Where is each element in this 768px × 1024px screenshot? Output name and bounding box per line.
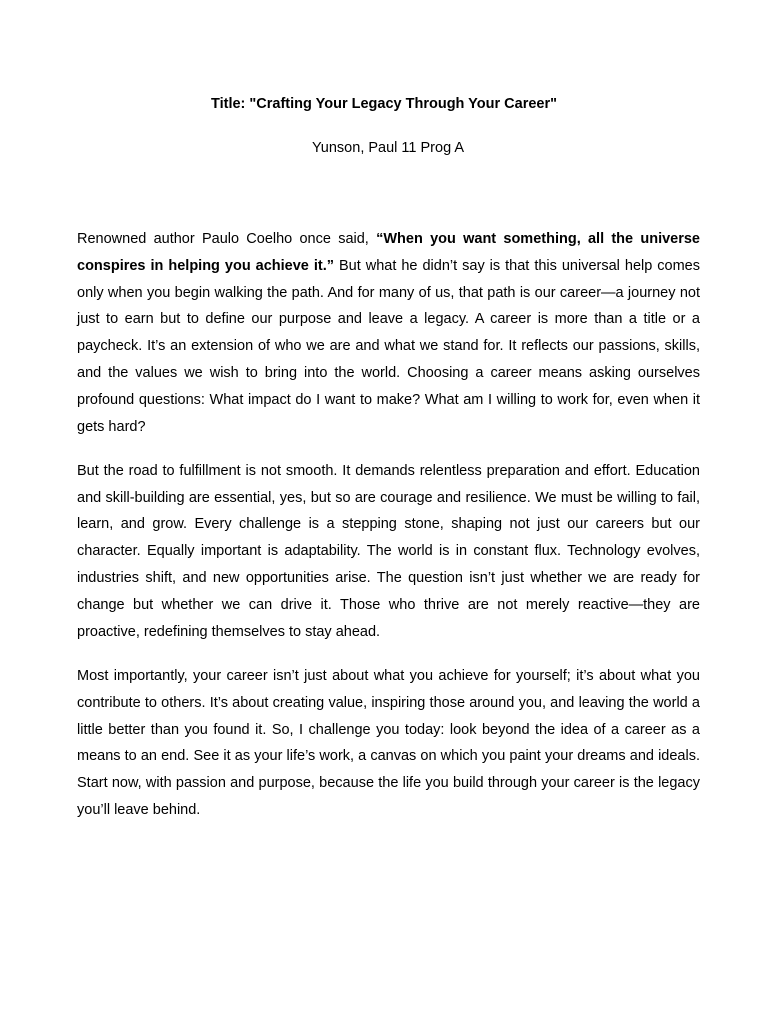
document-title: Title: "Crafting Your Legacy Through Your Career" <box>211 96 557 112</box>
paragraph-1-rest: But what he didn’t say is that this universal help comes only when you begin walking the path. And for many of us, that path is our career—a journey not just to earn but to define our purpose and leave a legacy. A career is more than a title or a paycheck. It’s an extension of who we are and what we stand for. It reflects our passions, skills, and the values we wish to bring into the world. Choosing a career means asking ourselves profound questions: What impact do I want to make? What am I willing to work for, even when it gets hard? <box>77 257 700 435</box>
paragraph-1 <box>77 226 700 440</box>
paragraph-2: But the road to fulfillment is not smooth. It demands relentless preparation and effort. Education and skill-building are essential, yes, but so are courage and resilience. We must be willing to fail, learn, and grow. Every challenge is a stepping stone, shaping not just our careers but our character. Equally important is adaptability. The world is in constant flux. Technology evolves, industries shift, and new opportunities arise. The question isn’t just whether we are ready for change but whether we can drive it. Those who thrive are not merely reactive—they are proactive, redefining themselves to stay ahead. <box>77 462 700 640</box>
author-line: Yunson, Paul 11 Prog A <box>311 140 465 156</box>
paragraph-3: Most importantly, your career isn’t just about what you achieve for yourself; it’s about what you contribute to others. It’s about creating value, inspiring those around you, and leaving the world a little better than you found it. So, I challenge you today: look beyond the idea of a career as a means to an end. See it as your life’s work, a canvas on which you paint your dreams and ideals. Start now, with passion and purpose, because the life you build through your career is the legacy you’ll leave behind. <box>77 667 700 818</box>
paragraph-1-quote: “When you want something, all the universe conspires in helping you achieve it.” <box>77 231 700 274</box>
paragraph-1-intro: Renowned author Paulo Coelho once said, <box>77 231 377 247</box>
document-body <box>77 226 700 841</box>
